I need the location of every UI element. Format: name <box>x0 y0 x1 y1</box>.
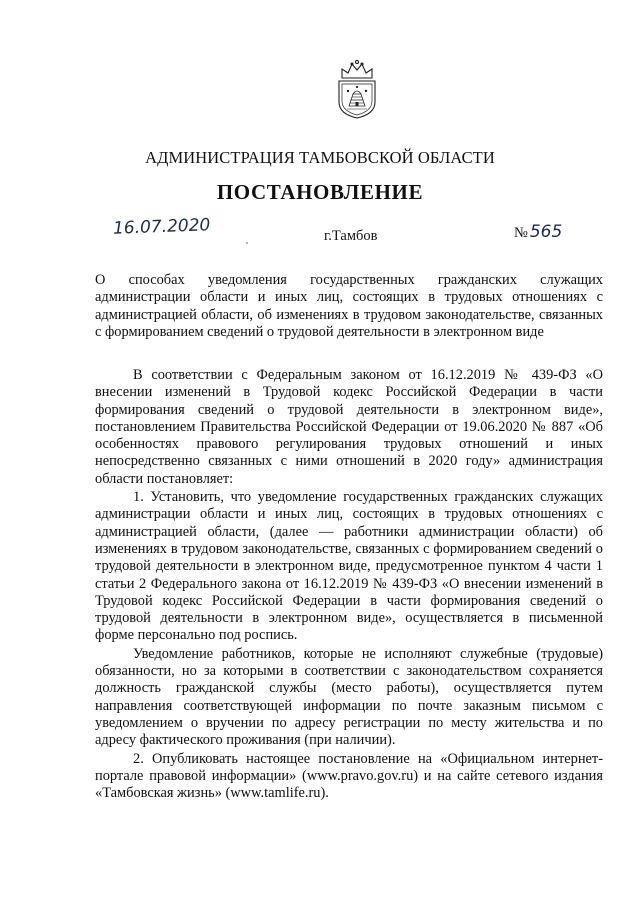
body-paragraph-preamble: В соответствии с Федеральным законом от 16.12.2019 № 439-ФЗ «О внесении изменений в Трудовой кодекс Российской Федерации в части формирования сведений о трудовой деятельности в электронном виде», постановлением Правительства Российской Федерации от 19.06.2020 № 887 «Об особенностях правового регулирования трудовых отношений и иных непосредственно связанных с ними отношений в 2020 году» администрация области постановляет: <box>95 367 603 487</box>
number-sign: № <box>514 225 528 241</box>
handwritten-number: 565 <box>529 222 563 242</box>
document-type-title: ПОСТАНОВЛЕНИЕ <box>216 180 424 204</box>
document-subject: О способах уведомления государственных гражданских служащих администрации области и иных лиц, состоящих в трудовых отношениях с администрацией области, об изменениях в трудовом законодательстве, связанных с формированием сведений о трудовой деятельности в электронном виде <box>95 272 603 340</box>
body-paragraph-item-1: 1. Установить, что уведомление государственных гражданских служащих администрации области и иных лиц, состоящих в трудовых отношениях с администрацией области, (далее — работники администрации области) об изменениях в трудовом законодательстве, связанных с формированием сведений о трудовой деятельности в электронном виде, предусмотренное пунктом 4 части 1 статьи 2 Федерального закона от 16.12.2019 № 439-ФЗ «О внесении изменений в Трудовой кодекс Российской Федерации в части формирования сведений о трудовой деятельности в электронном виде», осуществляется в письменной форме персонально под роспись. <box>95 489 603 644</box>
coat-of-arms-emblem <box>333 58 381 120</box>
handwritten-date: 16.07.2020 <box>112 215 211 239</box>
body-paragraph-item-2: 2. Опубликовать настоящее постановление на «Официальном интернет-портале правовой информации» (www.pravo.gov.ru) и на сайте сетевого издания «Тамбовская жизнь» (www.tamlife.ru). <box>95 750 603 802</box>
body-paragraph-notification: Уведомление работников, которые не исполняют служебные (трудовые) обязанности, но за которыми в соответствии с законодательством сохраняется должность гражданской службы (место работы), осуществляется путем направления соответствующей информации по почте заказным письмом с уведомлением о вручении по адресу регистрации по месту жительства и по адресу фактического проживания (при наличии). <box>95 645 603 749</box>
organization-name: АДМИНИСТРАЦИЯ ТАМБОВСКОЙ ОБЛАСТИ <box>145 148 495 167</box>
document-number <box>514 222 562 242</box>
city-label: г.Тамбов <box>324 228 378 244</box>
document-body <box>95 367 603 802</box>
scan-speck <box>246 242 248 244</box>
